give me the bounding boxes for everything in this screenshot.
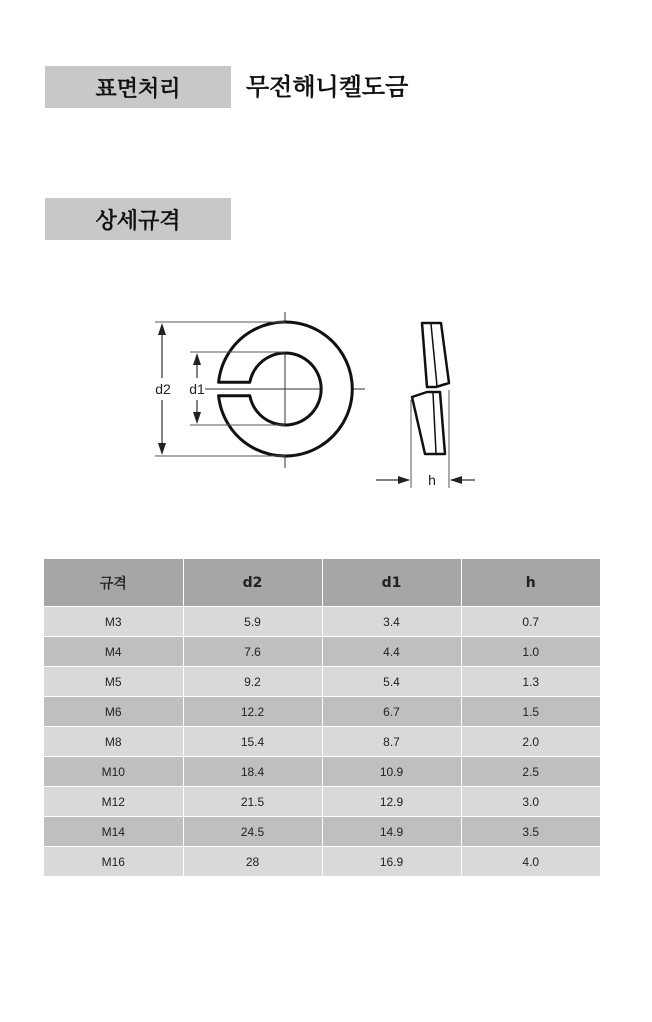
cell-size: M8	[44, 727, 183, 757]
cell-h: 4.0	[461, 847, 600, 877]
h-arrow-right	[450, 476, 462, 484]
cell-d2: 12.2	[183, 697, 322, 727]
column-header-size: 규격	[44, 559, 183, 607]
table-row	[44, 697, 600, 727]
table-header-row	[44, 559, 600, 607]
cell-size: M10	[44, 757, 183, 787]
surface-treatment-value: 무전해니켈도금	[246, 73, 409, 101]
cell-size: M6	[44, 697, 183, 727]
cell-d1: 10.9	[322, 757, 461, 787]
h-arrow-left	[398, 476, 410, 484]
cell-d2: 15.4	[183, 727, 322, 757]
cell-size: M14	[44, 817, 183, 847]
spec-table	[44, 559, 600, 876]
cell-d1: 5.4	[322, 667, 461, 697]
cell-d2: 5.9	[183, 607, 322, 637]
h-dimension-label: h	[428, 472, 436, 488]
cell-h: 3.0	[461, 787, 600, 817]
cell-size: M4	[44, 637, 183, 667]
d1-arrow-top	[193, 353, 201, 365]
cell-h: 0.7	[461, 607, 600, 637]
cell-h: 3.5	[461, 817, 600, 847]
cell-d2: 7.6	[183, 637, 322, 667]
cell-size: M5	[44, 667, 183, 697]
cell-d2: 9.2	[183, 667, 322, 697]
cell-h: 2.0	[461, 727, 600, 757]
cell-d1: 16.9	[322, 847, 461, 877]
detailed-spec-label: 상세규격	[45, 198, 231, 240]
table-row	[44, 817, 600, 847]
cell-d1: 4.4	[322, 637, 461, 667]
cell-h: 1.5	[461, 697, 600, 727]
cell-d2: 24.5	[183, 817, 322, 847]
table-row	[44, 727, 600, 757]
cell-h: 2.5	[461, 757, 600, 787]
d1-arrow-bottom	[193, 412, 201, 424]
spring-washer-diagram	[0, 300, 652, 500]
cell-h: 1.0	[461, 637, 600, 667]
cell-d1: 14.9	[322, 817, 461, 847]
cell-d2: 21.5	[183, 787, 322, 817]
table-row	[44, 637, 600, 667]
table-row	[44, 757, 600, 787]
column-header-h: h	[461, 559, 600, 607]
table-row	[44, 787, 600, 817]
d2-arrow-bottom	[158, 443, 166, 455]
cell-d1: 6.7	[322, 697, 461, 727]
table-row	[44, 607, 600, 637]
table-row	[44, 667, 600, 697]
column-header-d2: d2	[183, 559, 322, 607]
d1-dimension-label: d1	[189, 381, 205, 397]
cell-size: M12	[44, 787, 183, 817]
cell-size: M16	[44, 847, 183, 877]
surface-treatment-label: 표면처리	[45, 66, 231, 108]
cell-size: M3	[44, 607, 183, 637]
table-row	[44, 847, 600, 877]
column-header-d1: d1	[322, 559, 461, 607]
cell-d1: 12.9	[322, 787, 461, 817]
cell-d1: 3.4	[322, 607, 461, 637]
cell-d2: 28	[183, 847, 322, 877]
cell-h: 1.3	[461, 667, 600, 697]
washer-side-view	[412, 323, 449, 454]
d2-arrow-top	[158, 323, 166, 335]
cell-d2: 18.4	[183, 757, 322, 787]
d2-dimension-label: d2	[155, 381, 171, 397]
cell-d1: 8.7	[322, 727, 461, 757]
